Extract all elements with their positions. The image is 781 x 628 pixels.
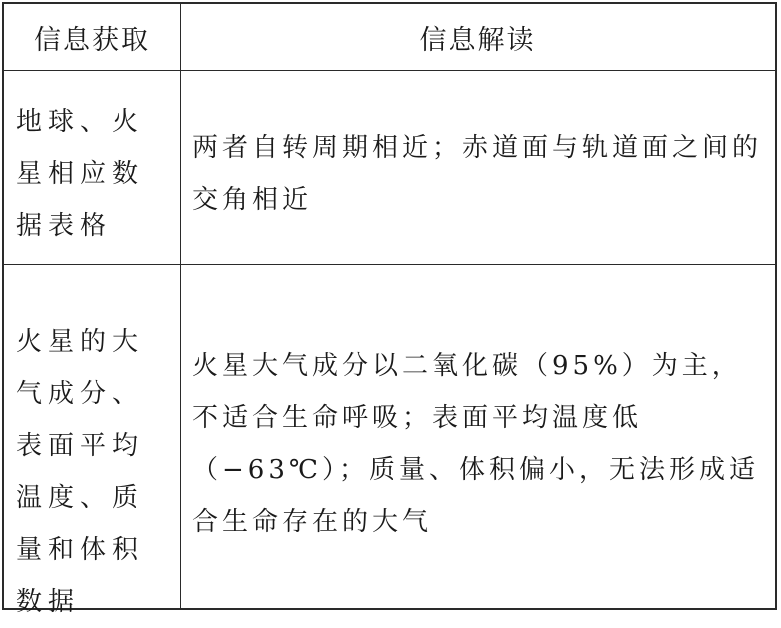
row1-interpretation-text: 两者自转周期相近；赤道面与轨道面之间的交角相近 (192, 133, 763, 215)
row2-interpretation-cell (180, 264, 775, 608)
header-info-source: 信息获取 (34, 24, 150, 56)
info-table (2, 2, 777, 617)
row2-interpretation-text: 火星大气成分以二氧化碳（95%）为主，不适合生命呼吸；表面平均温度低（−63℃）；质量、体积偏小，无法形成适合生命存在的大气 (192, 351, 759, 537)
row1-source-text: 地球、火星相应数据表格 (16, 107, 145, 241)
row1-interpretation-cell (180, 70, 775, 264)
row2-source-text: 火星的大气成分、表面平均温度、质量和体积数据 (16, 327, 145, 617)
row1-source-cell (4, 70, 180, 264)
header-info-interpretation: 信息解读 (419, 24, 536, 56)
row2-source-cell (4, 264, 180, 617)
